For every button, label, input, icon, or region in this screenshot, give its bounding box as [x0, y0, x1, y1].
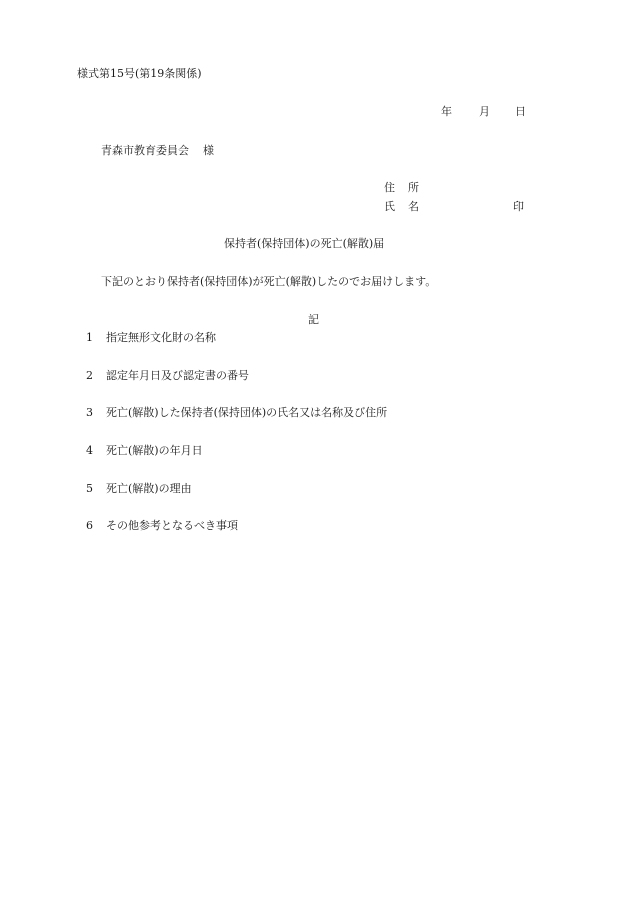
- name-label-char-1: 氏: [384, 200, 395, 213]
- list-item: [86, 444, 203, 458]
- addressee: [101, 144, 214, 158]
- list-item: [86, 406, 387, 420]
- document-title: 保持者(保持団体)の死亡(解散)届: [224, 237, 385, 250]
- list-item: [86, 331, 216, 345]
- addressee-name: 青森市教育委員会: [101, 144, 189, 157]
- item-number: 4: [86, 444, 93, 457]
- date-line: [441, 105, 535, 119]
- date-year-label: 年: [441, 105, 452, 118]
- name-label: [384, 200, 419, 214]
- item-label: その他参考となるべき事項: [106, 519, 238, 532]
- item-label: 認定年月日及び認定書の番号: [106, 369, 249, 382]
- list-item: [86, 369, 249, 383]
- name-label-char-2: 名: [408, 200, 419, 213]
- date-day-label: 日: [515, 105, 526, 118]
- addressee-honorific: 様: [203, 144, 214, 157]
- intro-text: 下記のとおり保持者(保持団体)が死亡(解散)したのでお届けします。: [101, 275, 437, 288]
- item-label: 死亡(解散)の理由: [106, 482, 192, 495]
- address-label-char-2: 所: [408, 181, 419, 194]
- address-label: [384, 181, 419, 195]
- address-label-char-1: 住: [384, 181, 395, 194]
- item-number: 6: [86, 519, 93, 532]
- item-label: 死亡(解散)した保持者(保持団体)の氏名又は名称及び住所: [106, 406, 388, 419]
- item-label: 死亡(解散)の年月日: [106, 444, 203, 457]
- seal-mark: 印: [513, 200, 524, 213]
- item-number: 2: [86, 369, 93, 382]
- form-number: 様式第15号(第19条関係): [77, 67, 202, 80]
- list-item: [86, 519, 238, 533]
- item-label: 指定無形文化財の名称: [106, 331, 216, 344]
- item-number: 3: [86, 406, 93, 419]
- item-number: 1: [86, 331, 93, 344]
- item-number: 5: [86, 482, 93, 495]
- list-item: [86, 482, 192, 496]
- ki-heading: 記: [308, 313, 319, 326]
- date-month-label: 月: [479, 105, 490, 118]
